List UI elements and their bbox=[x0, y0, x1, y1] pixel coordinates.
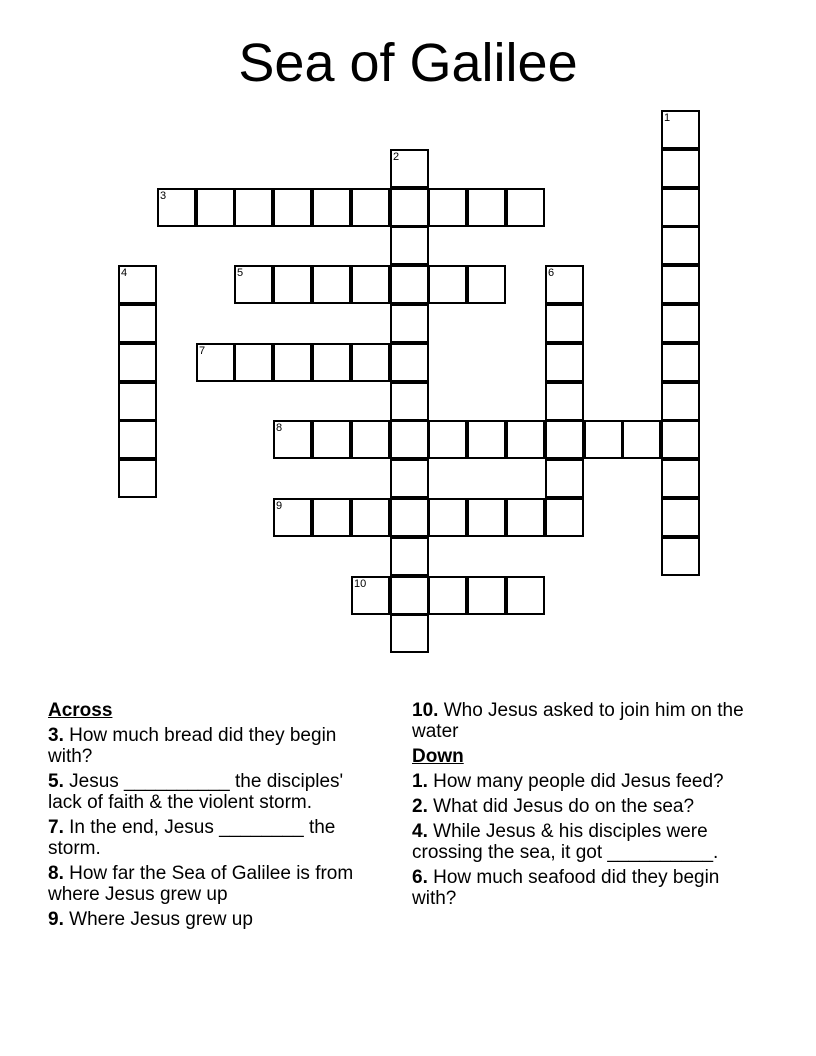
grid-cell[interactable] bbox=[428, 188, 467, 227]
down-heading: Down bbox=[412, 746, 464, 767]
clue-text: How many people did Jesus feed? bbox=[427, 771, 724, 792]
cell-number: 3 bbox=[160, 190, 167, 202]
grid-cell[interactable] bbox=[467, 498, 506, 537]
clue-across-10 bbox=[412, 700, 767, 742]
grid-cell[interactable] bbox=[351, 188, 390, 227]
clue-down-6 bbox=[412, 867, 767, 909]
grid-cell[interactable] bbox=[118, 382, 157, 421]
grid-cell[interactable] bbox=[661, 110, 700, 149]
grid-cell[interactable] bbox=[273, 188, 312, 227]
grid-cell[interactable] bbox=[622, 420, 661, 459]
clue-down-4 bbox=[412, 821, 767, 863]
grid-cell[interactable] bbox=[390, 304, 429, 343]
clue-across-9 bbox=[48, 909, 378, 930]
grid-cell[interactable] bbox=[661, 382, 700, 421]
grid-cell[interactable] bbox=[545, 265, 584, 304]
clue-across-7 bbox=[48, 817, 378, 859]
grid-cell[interactable] bbox=[390, 537, 429, 576]
clue-down-2 bbox=[412, 796, 767, 817]
cell-number: 8 bbox=[276, 422, 283, 434]
clue-down-1 bbox=[412, 771, 767, 792]
grid-cell[interactable] bbox=[545, 420, 584, 459]
clue-number: 6. bbox=[412, 867, 428, 888]
clue-number: 3. bbox=[48, 725, 64, 746]
clue-text: Where Jesus grew up bbox=[63, 909, 253, 930]
puzzle-title: Sea of Galilee bbox=[238, 33, 578, 93]
grid-cell[interactable] bbox=[390, 576, 429, 615]
clue-text: Who Jesus asked to join him on the water bbox=[412, 700, 744, 742]
grid-cell[interactable] bbox=[661, 420, 700, 459]
grid-cell[interactable] bbox=[312, 420, 351, 459]
grid-cell[interactable] bbox=[390, 614, 429, 653]
clue-number: 7. bbox=[48, 817, 64, 838]
grid-cell[interactable] bbox=[428, 576, 467, 615]
grid-cell[interactable] bbox=[661, 343, 700, 382]
grid-cell[interactable] bbox=[351, 498, 390, 537]
grid-cell[interactable] bbox=[390, 265, 429, 304]
across-heading: Across bbox=[48, 700, 113, 721]
cell-number: 2 bbox=[393, 151, 400, 163]
grid-cell[interactable] bbox=[467, 420, 506, 459]
clue-across-8 bbox=[48, 863, 378, 905]
grid-cell[interactable] bbox=[545, 382, 584, 421]
grid-cell[interactable] bbox=[661, 537, 700, 576]
grid-cell[interactable] bbox=[661, 265, 700, 304]
grid-cell[interactable] bbox=[312, 188, 351, 227]
clue-number: 5. bbox=[48, 771, 64, 792]
grid-cell[interactable] bbox=[390, 459, 429, 498]
grid-cell[interactable] bbox=[312, 343, 351, 382]
grid-cell[interactable] bbox=[312, 265, 351, 304]
grid-cell[interactable] bbox=[428, 265, 467, 304]
grid-cell[interactable] bbox=[661, 304, 700, 343]
grid-cell[interactable] bbox=[351, 343, 390, 382]
grid-cell[interactable] bbox=[661, 188, 700, 227]
grid-cell[interactable] bbox=[545, 304, 584, 343]
grid-cell[interactable] bbox=[661, 459, 700, 498]
clue-text: In the end, Jesus ________ the storm. bbox=[48, 817, 336, 859]
grid-cell[interactable] bbox=[661, 498, 700, 537]
grid-cell[interactable] bbox=[273, 343, 312, 382]
grid-cell[interactable] bbox=[467, 188, 506, 227]
grid-cell[interactable] bbox=[118, 420, 157, 459]
grid-cell[interactable] bbox=[118, 459, 157, 498]
clues-left-column bbox=[48, 700, 378, 934]
grid-cell[interactable] bbox=[467, 576, 506, 615]
grid-cell[interactable] bbox=[390, 343, 429, 382]
grid-cell[interactable] bbox=[118, 304, 157, 343]
grid-cell[interactable] bbox=[506, 498, 545, 537]
clue-across-3 bbox=[48, 725, 378, 767]
grid-cell[interactable] bbox=[390, 420, 429, 459]
clues-right-column bbox=[412, 700, 767, 913]
grid-cell[interactable] bbox=[390, 188, 429, 227]
grid-cell[interactable] bbox=[545, 498, 584, 537]
grid-cell[interactable] bbox=[234, 343, 273, 382]
grid-cell[interactable] bbox=[273, 498, 312, 537]
grid-cell[interactable] bbox=[351, 265, 390, 304]
cell-number: 1 bbox=[664, 112, 671, 124]
clue-text: What did Jesus do on the sea? bbox=[427, 796, 695, 817]
grid-cell[interactable] bbox=[506, 420, 545, 459]
grid-cell[interactable] bbox=[118, 343, 157, 382]
clue-number: 2. bbox=[412, 796, 428, 817]
clue-text: While Jesus & his disciples were crossing the sea, it got __________. bbox=[412, 821, 719, 863]
grid-cell[interactable] bbox=[390, 382, 429, 421]
clue-across-5 bbox=[48, 771, 378, 813]
grid-cell[interactable] bbox=[234, 265, 273, 304]
grid-cell[interactable] bbox=[545, 459, 584, 498]
clue-number: 4. bbox=[412, 821, 428, 842]
clue-number: 1. bbox=[412, 771, 428, 792]
grid-cell[interactable] bbox=[390, 498, 429, 537]
cell-number: 4 bbox=[121, 267, 128, 279]
clue-text: How much bread did they begin with? bbox=[48, 725, 337, 767]
grid-cell[interactable] bbox=[390, 149, 429, 188]
grid-cell[interactable] bbox=[428, 498, 467, 537]
cell-number: 6 bbox=[548, 267, 555, 279]
grid-cell[interactable] bbox=[545, 343, 584, 382]
grid-cell[interactable] bbox=[506, 576, 545, 615]
clue-number: 9. bbox=[48, 909, 64, 930]
grid-cell[interactable] bbox=[196, 343, 235, 382]
grid-cell[interactable] bbox=[506, 188, 545, 227]
clue-text: How far the Sea of Galilee is from where Jesus grew up bbox=[48, 863, 354, 905]
clue-number: 10. bbox=[412, 700, 439, 721]
cell-number: 9 bbox=[276, 500, 283, 512]
clue-number: 8. bbox=[48, 863, 64, 884]
cell-number: 10 bbox=[354, 578, 367, 590]
grid-cell[interactable] bbox=[584, 420, 623, 459]
grid-cell[interactable] bbox=[351, 576, 390, 615]
grid-cell[interactable] bbox=[312, 498, 351, 537]
grid-cell[interactable] bbox=[118, 265, 157, 304]
grid-cell[interactable] bbox=[273, 420, 312, 459]
cell-number: 5 bbox=[237, 267, 244, 279]
grid-cell[interactable] bbox=[661, 226, 700, 265]
clue-text: How much seafood did they begin with? bbox=[412, 867, 720, 909]
cell-number: 7 bbox=[199, 345, 206, 357]
grid-cell[interactable] bbox=[196, 188, 235, 227]
clue-text: Jesus __________ the disciples' lack of faith & the violent storm. bbox=[48, 771, 344, 813]
grid-cell[interactable] bbox=[467, 265, 506, 304]
grid-cell[interactable] bbox=[234, 188, 273, 227]
grid-cell[interactable] bbox=[351, 420, 390, 459]
grid-cell[interactable] bbox=[428, 420, 467, 459]
grid-cell[interactable] bbox=[661, 149, 700, 188]
grid-cell[interactable] bbox=[390, 226, 429, 265]
grid-cell[interactable] bbox=[273, 265, 312, 304]
grid-cell[interactable] bbox=[157, 188, 196, 227]
